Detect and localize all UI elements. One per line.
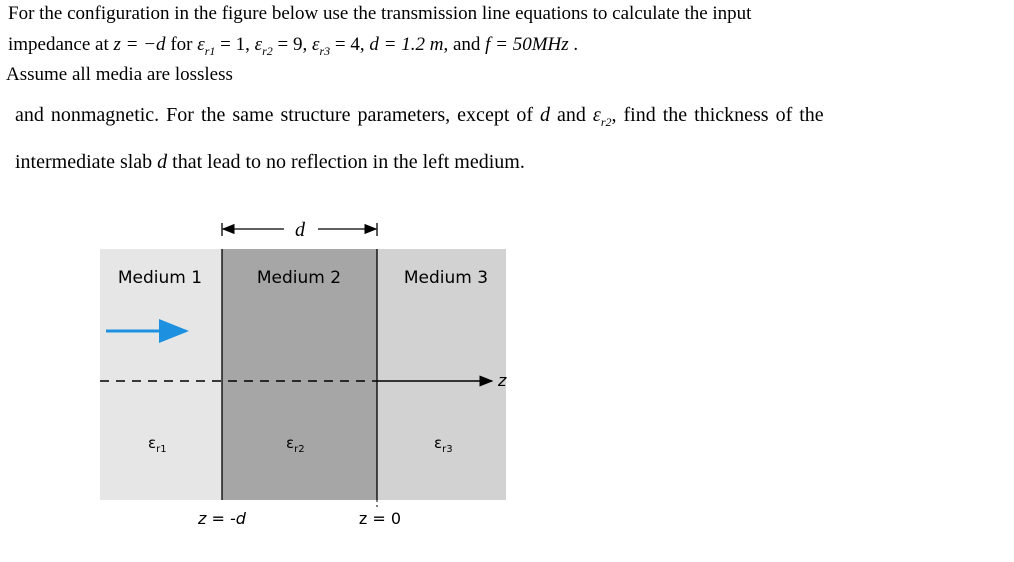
medium-2-label: Medium 2 [256,268,342,288]
problem-line-1-text: For the configuration in the figure below use the transmission line equations to calculate the input [8,3,752,24]
r3-subscript: r3 [319,44,331,58]
r1-subscript: r1 [204,44,216,58]
epsilon-symbol: ε [197,34,205,55]
line5-post: that lead to no reflection in the left medium. [167,151,525,173]
z-axis-label: z [498,371,507,390]
d-symbol: d [157,151,168,173]
eps-r1-label: $\varepsilon_{r1}$ [148,434,167,455]
line5-pre: intermediate slab [15,151,158,173]
d-symbol: d [540,104,551,126]
epsilon-symbol: ε [254,34,263,55]
eps2-value: = 9, [272,34,312,55]
r2-subscript: r2 [262,44,273,58]
epsilon-symbol: ε [592,104,601,126]
medium-1-label: Medium 1 [117,268,203,288]
line2-for: for [165,34,198,55]
d-dimension-label: d [295,219,305,241]
eps1-value: = 1, [215,34,255,55]
frequency-value: f = 50MHz [485,34,569,55]
line4-and: and [550,104,593,126]
z-minus-d-label: z = -d [198,509,246,528]
line2-pre: impedance at [8,34,114,55]
line2-end: . [568,34,579,55]
eps-r3-label: $\varepsilon_{r3}$ [434,434,453,455]
d-value: d = 1.2 m [369,34,444,55]
line4-post: , find the thickness of the [611,104,824,126]
problem-line-3-text: Assume all media are lossless [6,64,233,85]
eps-r2-label: $\varepsilon_{r2}$ [286,434,305,455]
medium-3-label: Medium 3 [403,268,489,288]
z-zero-label: z = 0 [358,509,402,528]
z-expression: z = −d [113,34,166,55]
eps3-value: = 4, [330,34,370,55]
line2-and: , and [443,34,486,55]
line4-pre: and nonmagnetic. For the same structure parameters, except of [15,104,541,126]
r2-subscript: r2 [600,115,612,129]
epsilon-symbol: ε [312,34,320,55]
